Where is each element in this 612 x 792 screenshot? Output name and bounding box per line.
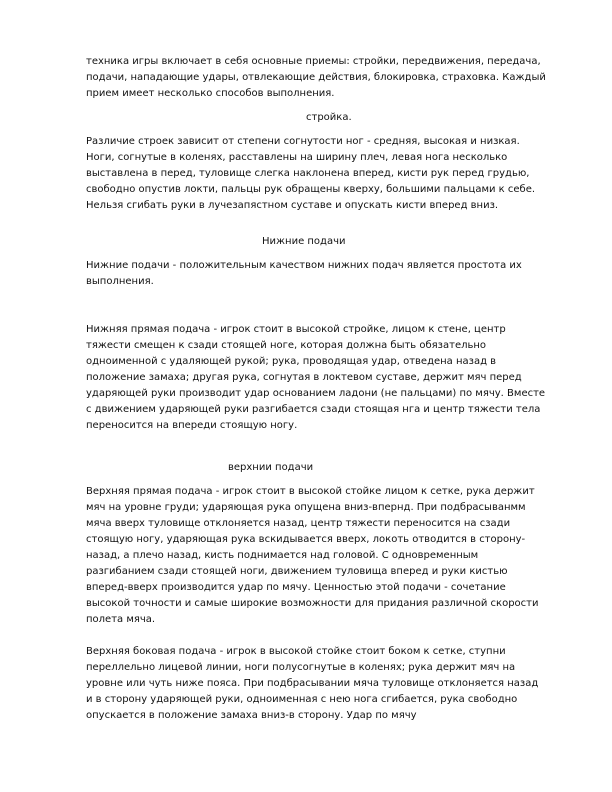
heading-underhand-serves: Нижние подачи: [262, 236, 346, 247]
heading-stance: стройка.: [306, 112, 352, 123]
overhand-straight-paragraph: Верхняя прямая подача - игрок стоит в высокой стойке лицом к сетке, рука держит мяч на уровне груди; ударяющая рука опущена вниз-впернд. При подбрасыванмм мяча вверх туловище отклоняется назад, центр тяжести переносится на сзади стоящую ногу, ударяющая рука вскидывается вверх, локоть отводится в сторону-назад, а плечо назад, кисть поднимается над головой. С одновременным разгибанием сзади стоящей ноги, движением туловища вперед и руки кистью вперед-вверх производится удар по мячу. Ценностью этой подачи - сочетание высокой точности и самые широкие возможности для придания различной скорости полета мяча.: [86, 486, 539, 625]
underhand-straight-paragraph: Нижняя прямая подача - игрок стоит в высокой стройке, лицом к стене, центр тяжести смещен к сзади стоящей ноге, которая должна быть обязательно одноименной с удаляющей рукой; рука, проводящая удар, отведена назад в положение замаха; другая рука, согнутая в локтевом суставе, держит мяч перед ударяющей руки производит удар основанием ладони (не пальцами) по мячу. Вместе с движением ударяющей руки разгибается сзади стоящая нга и центр тяжести тела переносится на впереди стоящую ногу.: [86, 324, 546, 431]
overhand-side-paragraph: Верхняя боковая подача - игрок в высокой стойке стоит боком к сетке, ступни переллельно лицевой линии, ноги полусогнутые в коленях; рука держит мяч на уровне или чуть ниже пояса. При подбрасывании мяча туловище отклоняется назад и в сторону ударяющей руки, одноименная с нею нога сгибается, рука свободно опускается в положение замаха вниз-в сторону. Удар по мячу: [86, 646, 539, 721]
underhand-intro-paragraph: Нижние подачи - положительным качеством нижних подач является простота их выполнения.: [86, 260, 522, 287]
heading-overhand-serves: верхнии подачи: [228, 462, 314, 473]
intro-paragraph: техника игры включает в себя основные приемы: стройки, передвижения, передача, подачи, нападающие удары, отвлекающие действия, блокировка, страховка. Каждый прием имеет несколько способов выполнения.: [86, 56, 546, 99]
stance-paragraph: Различие строек зависит от степени согнутости ног - средняя, высокая и низкая. Ноги, согнутые в коленях, расставлены на ширину плеч, левая нога несколько выставлена в перед, туловище слегка наклонена вперед, кисти рук перед грудью, свободно опустив локти, пальцы рук обращены кверху, большими пальцами к себе. Нельзя сгибать руки в лучезапястном суставе и опускать кисти вперед вниз.: [86, 136, 536, 211]
